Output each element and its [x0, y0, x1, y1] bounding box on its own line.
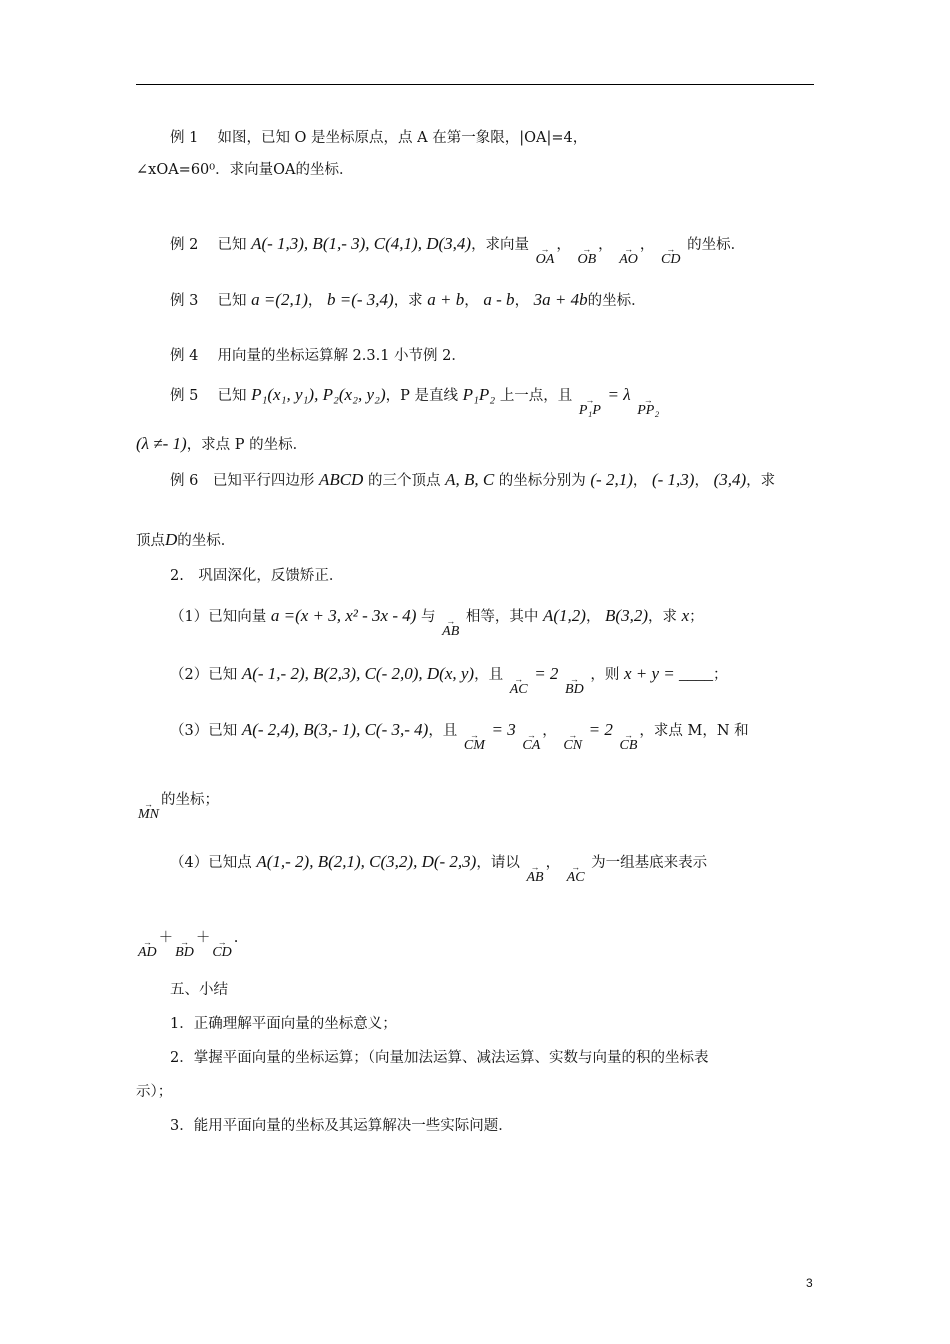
vector-arrow-icon: →	[142, 937, 152, 947]
vector-arrow-icon: →	[144, 799, 153, 809]
vector-arrow-icon: →	[623, 730, 633, 740]
vector-arrow-icon: →	[569, 674, 579, 684]
example-6-line-2: 顶点D的坐标．	[136, 530, 236, 549]
vector-arrow-icon: →	[643, 395, 653, 405]
example-2: 例 2 已知 A(- 1,3), B(1,- 3), C(4,1), D(3,4)，求向量 → OA， → OB， → AO， → CD 的坐标．	[170, 234, 746, 267]
example-3: 例 3 已知 a =(2,1)， b =(- 3,4)，求 a + b， a - b， 3a + 4b的坐标．	[170, 290, 646, 309]
vector-arrow-icon: →	[571, 862, 581, 872]
blank-answer: x + y = ____	[623, 664, 713, 683]
parallelogram-abcd: ABCD	[318, 470, 364, 489]
summary-item-2: 2．掌握平面向量的坐标运算；（向量加法运算、减法运算、实数与向量的积的坐标表	[170, 1050, 709, 1066]
vector-mn: → MN	[138, 799, 159, 822]
vector-arrow-icon: →	[568, 730, 578, 740]
vector-cd: → CD	[212, 937, 232, 960]
expr-3a-plus-4b: 3a + 4b	[533, 290, 588, 309]
vector-arrow-icon: →	[666, 244, 676, 254]
example-5: 例 5 已知 P₁(x₁, y₁), P₂(x₂, y₂)，P 是直线 P₁P₂ 上一点，且 → P₁P = λ → PP₂	[170, 385, 660, 418]
question-2: （2）已知 A(- 1,- 2), B(2,3), C(- 2,0), D(x, y)，且 → AC = 2 → BD ，则 x + y = ____；	[170, 664, 728, 697]
vector-ad: → AD	[138, 937, 157, 960]
example-1-line-2: ∠xOA=60⁰．求向量OA的坐标．	[136, 162, 354, 178]
vector-arrow-icon: →	[624, 244, 634, 254]
example-2-points: A(- 1,3), B(1,- 3), C(4,1), D(3,4)	[251, 234, 472, 253]
question-4-line-2: → AD＋ → BD＋ → CD.	[138, 930, 239, 960]
vertices-abc: A, B, C	[445, 470, 495, 489]
vector-arrow-icon: →	[530, 862, 540, 872]
vector-cd: → CD	[661, 244, 681, 267]
vector-pp2: → PP₂	[637, 395, 660, 418]
question-3-line-2: → MN的坐标；	[138, 792, 219, 822]
vector-bd: → BD	[565, 674, 584, 697]
vector-ac: → AC	[509, 674, 528, 697]
vector-ca: → CA	[522, 730, 541, 753]
question-4: （4）已知点 A(1,- 2), B(2,1), C(3,2), D(- 2,3)，请以 → AB， → AC 为一组基底来表示	[170, 852, 708, 885]
section-2-title: 2. 巩固深化，反馈矫正．	[170, 568, 344, 584]
vector-bd: → BD	[175, 937, 194, 960]
question-3: （3）已知 A(- 2,4), B(3,- 1), C(- 3,- 4)，且 → CM = 3 → CA， → CN = 2 → CB，求点 M，N 和	[170, 720, 749, 753]
expr-a-minus-b: a - b	[483, 290, 515, 309]
example-5-line-2: (λ ≠- 1)，求点 P 的坐标．	[136, 434, 308, 453]
question-1: （1）已知向量 a =(x + 3, x² - 3x - 4) 与 → AB 相等，其中 A(1,2)， B(3,2)，求 x；	[170, 606, 704, 639]
vector-arrow-icon: →	[526, 730, 536, 740]
vector-p1p: → P₁P	[578, 395, 601, 418]
vector-cn: → CN	[563, 730, 583, 753]
summary-item-1: 1．正确理解平面向量的坐标意义；	[170, 1016, 397, 1032]
example-6: 例 6 已知平行四边形 ABCD 的三个顶点 A, B, C 的坐标分别为 (- 2,1)， (- 1,3)， (3,4)，求	[170, 470, 776, 489]
summary-item-3: 3．能用平面向量的坐标及其运算解决一些实际问题．	[170, 1118, 513, 1134]
vector-cm: → CM	[463, 730, 485, 753]
example-4: 例 4 用向量的坐标运算解 2.3.1 小节例 2．	[170, 348, 466, 364]
page-number: 3	[806, 1276, 813, 1290]
vector-arrow-icon: →	[540, 244, 550, 254]
vector-arrow-icon: →	[217, 937, 227, 947]
summary-title: 五、小结	[170, 982, 228, 998]
vector-arrow-icon: →	[585, 395, 595, 405]
vector-oa: → OA	[535, 244, 555, 267]
example-2-mid: ，求向量	[471, 237, 530, 253]
vector-arrow-icon: →	[582, 244, 592, 254]
vector-arrow-icon: →	[180, 937, 189, 947]
example-2-suffix: 的坐标．	[687, 237, 746, 253]
expr-a-plus-b: a + b	[427, 290, 465, 309]
vector-ab: → AB	[442, 616, 460, 639]
vector-ob: → OB	[577, 244, 597, 267]
vector-ao: → AO	[619, 244, 638, 267]
header-rule	[136, 84, 814, 85]
vector-a-value: a =(2,1)	[251, 290, 308, 309]
example-2-prefix: 例 2 已知	[170, 237, 247, 253]
vector-ac: → AC	[566, 862, 585, 885]
vector-arrow-icon: →	[514, 674, 524, 684]
summary-item-2-cont: 示）；	[136, 1084, 173, 1100]
vector-ab: → AB	[526, 862, 544, 885]
example-1-line-1: 例 1 如图，已知 O 是坐标原点，点 A 在第一象限，|OA|=4，	[170, 130, 588, 146]
vector-cb: → CB	[619, 730, 638, 753]
line-p1p2: P₁P₂	[462, 385, 496, 404]
example-5-points: P₁(x₁, y₁), P₂(x₂, y₂)	[251, 385, 386, 404]
vector-arrow-icon: →	[469, 730, 479, 740]
vector-arrow-icon: →	[446, 616, 456, 626]
vector-b-value: b =(- 3,4)	[326, 290, 394, 309]
